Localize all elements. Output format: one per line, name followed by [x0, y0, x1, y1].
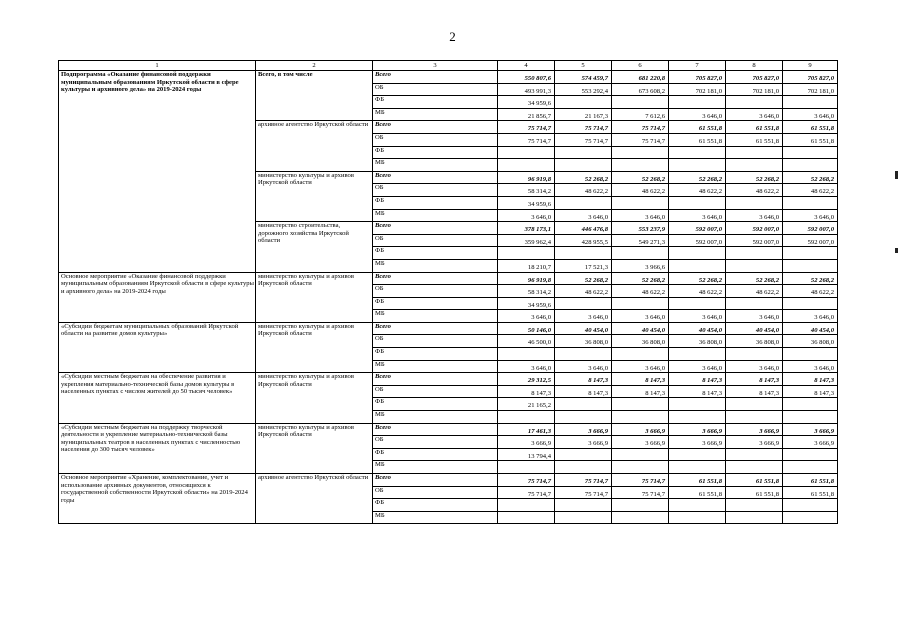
year-value: 52 268,2: [726, 171, 783, 184]
column-header: 6: [612, 61, 669, 71]
year-value: [555, 511, 612, 524]
scan-mark: [895, 248, 898, 253]
year-value: 48 622,2: [726, 285, 783, 298]
year-value: 702 181,0: [669, 83, 726, 96]
year-value: 52 268,2: [783, 272, 838, 285]
table-row: [59, 474, 838, 487]
column-header: 7: [669, 61, 726, 71]
year-value: [726, 461, 783, 474]
year-value: [555, 247, 612, 260]
year-value: [555, 411, 612, 424]
year-value: 3 646,0: [555, 209, 612, 222]
funding-source: ФБ: [373, 247, 498, 260]
year-value: 3 646,0: [783, 108, 838, 121]
year-value: [726, 348, 783, 361]
year-value: 8 147,3: [669, 373, 726, 386]
funding-source: МБ: [373, 461, 498, 474]
year-value: 17 461,3: [498, 423, 555, 436]
year-value: 61 551,8: [783, 486, 838, 499]
funding-source: МБ: [373, 411, 498, 424]
year-value: 75 714,7: [498, 121, 555, 134]
funding-source: Всего: [373, 121, 498, 134]
column-header: 5: [555, 61, 612, 71]
year-value: 493 991,3: [498, 83, 555, 96]
year-value: 3 646,0: [726, 310, 783, 323]
year-value: [669, 96, 726, 109]
year-value: [783, 196, 838, 209]
column-header: 9: [783, 61, 838, 71]
table-row: [59, 373, 838, 386]
funding-source: МБ: [373, 259, 498, 272]
year-value: 3 646,0: [669, 360, 726, 373]
year-value: [498, 146, 555, 159]
year-value: 3 646,0: [498, 310, 555, 323]
year-value: [726, 146, 783, 159]
year-value: 36 808,0: [612, 335, 669, 348]
year-value: 36 808,0: [783, 335, 838, 348]
year-value: [669, 411, 726, 424]
year-value: [783, 297, 838, 310]
column-header: 4: [498, 61, 555, 71]
funding-source: ФБ: [373, 499, 498, 512]
year-value: [783, 247, 838, 260]
year-value: 61 551,8: [669, 121, 726, 134]
year-value: [726, 247, 783, 260]
year-value: [783, 411, 838, 424]
year-value: 8 147,3: [669, 385, 726, 398]
funding-source: МБ: [373, 511, 498, 524]
funding-source: ОБ: [373, 436, 498, 449]
year-value: [783, 96, 838, 109]
year-value: 52 268,2: [612, 272, 669, 285]
year-value: [669, 297, 726, 310]
table-body: [59, 71, 838, 524]
year-value: 3 666,9: [726, 423, 783, 436]
year-value: 48 622,2: [783, 184, 838, 197]
year-value: 574 459,7: [555, 71, 612, 84]
measure-description: Подпрограмма «Оказание финансовой поддержки муниципальным образованиям Иркутской области в сфере культуры и архивного дела» на 2019-2024 годы: [59, 71, 256, 273]
year-value: 705 827,0: [783, 71, 838, 84]
year-value: [612, 96, 669, 109]
year-value: 52 268,2: [669, 272, 726, 285]
funding-source: Всего: [373, 222, 498, 235]
year-value: 3 966,6: [612, 259, 669, 272]
responsible-executor: министерство культуры и архивов Иркутской области: [256, 322, 373, 372]
year-value: [726, 499, 783, 512]
year-value: [612, 411, 669, 424]
year-value: 48 622,2: [555, 184, 612, 197]
year-value: 3 646,0: [555, 310, 612, 323]
year-value: 8 147,3: [783, 385, 838, 398]
year-value: 75 714,7: [555, 474, 612, 487]
year-value: [555, 398, 612, 411]
year-value: 75 714,7: [612, 121, 669, 134]
year-value: [555, 499, 612, 512]
year-value: 3 646,0: [612, 360, 669, 373]
year-value: 61 551,8: [669, 486, 726, 499]
year-value: 40 454,0: [669, 322, 726, 335]
year-value: [612, 499, 669, 512]
year-value: 75 714,7: [612, 133, 669, 146]
year-value: 36 808,0: [726, 335, 783, 348]
responsible-executor: министерство культуры и архивов Иркутской области: [256, 423, 373, 473]
year-value: 3 646,0: [555, 360, 612, 373]
year-value: [669, 511, 726, 524]
year-value: 3 646,0: [726, 209, 783, 222]
responsible-executor: министерство культуры и архивов Иркутской области: [256, 373, 373, 423]
year-value: 75 714,7: [555, 486, 612, 499]
year-value: [555, 159, 612, 172]
year-value: [669, 461, 726, 474]
year-value: [726, 96, 783, 109]
year-value: 550 807,6: [498, 71, 555, 84]
funding-source: ОБ: [373, 335, 498, 348]
column-header: 3: [373, 61, 498, 71]
year-value: [612, 398, 669, 411]
year-value: 75 714,7: [555, 133, 612, 146]
year-value: 673 608,2: [612, 83, 669, 96]
year-value: [726, 259, 783, 272]
year-value: [669, 159, 726, 172]
funding-source: ФБ: [373, 146, 498, 159]
header-row: [59, 61, 838, 71]
year-value: 52 268,2: [612, 171, 669, 184]
year-value: 3 666,9: [555, 436, 612, 449]
responsible-executor: архивное агентство Иркутской области: [256, 474, 373, 524]
year-value: [498, 159, 555, 172]
year-value: 48 622,2: [669, 184, 726, 197]
year-value: [612, 159, 669, 172]
year-value: 34 959,6: [498, 196, 555, 209]
year-value: 36 808,0: [555, 335, 612, 348]
year-value: 428 955,5: [555, 234, 612, 247]
table-row: [59, 71, 838, 84]
year-value: 3 646,0: [726, 360, 783, 373]
year-value: [783, 159, 838, 172]
measure-description: Основное мероприятие «Оказание финансовой поддержки муниципальным образованиям Иркутской области в сфере культуры и архивного дела» на 2019-2024 годы: [59, 272, 256, 322]
year-value: 3 646,0: [669, 108, 726, 121]
year-value: 592 007,0: [783, 222, 838, 235]
year-value: 592 007,0: [669, 234, 726, 247]
year-value: 3 666,9: [726, 436, 783, 449]
measure-description: «Субсидии местным бюджетам на поддержку творческой деятельности и укрепление материально-технической базы муниципальных театров в населенных пунктах с численностью населения до 300 тысяч человек»: [59, 423, 256, 473]
year-value: 592 007,0: [726, 222, 783, 235]
year-value: [612, 247, 669, 260]
funding-source: Всего: [373, 272, 498, 285]
year-value: 75 714,7: [498, 474, 555, 487]
table-row: [59, 322, 838, 335]
year-value: [555, 461, 612, 474]
year-value: 34 959,6: [498, 96, 555, 109]
year-value: 592 007,0: [669, 222, 726, 235]
year-value: [498, 461, 555, 474]
table-row: [59, 272, 838, 285]
year-value: 359 962,4: [498, 234, 555, 247]
year-value: 75 714,7: [612, 474, 669, 487]
year-value: [783, 461, 838, 474]
year-value: 61 551,8: [669, 474, 726, 487]
year-value: 8 147,3: [555, 373, 612, 386]
year-value: 8 147,3: [498, 385, 555, 398]
year-value: 52 268,2: [669, 171, 726, 184]
funding-source: ФБ: [373, 196, 498, 209]
funding-source: МБ: [373, 209, 498, 222]
year-value: 3 666,9: [612, 436, 669, 449]
year-value: [555, 96, 612, 109]
year-value: 61 551,8: [726, 474, 783, 487]
year-value: [612, 511, 669, 524]
year-value: [726, 159, 783, 172]
year-value: [669, 146, 726, 159]
budget-table: [58, 60, 838, 524]
year-value: [555, 348, 612, 361]
year-value: 48 622,2: [783, 285, 838, 298]
year-value: 378 173,1: [498, 222, 555, 235]
year-value: [555, 448, 612, 461]
year-value: 681 220,8: [612, 71, 669, 84]
year-value: 61 551,8: [726, 121, 783, 134]
year-value: 702 181,0: [783, 83, 838, 96]
year-value: 3 666,9: [612, 423, 669, 436]
year-value: 3 666,9: [783, 423, 838, 436]
year-value: 96 919,8: [498, 272, 555, 285]
year-value: 52 268,2: [555, 171, 612, 184]
column-header: 8: [726, 61, 783, 71]
year-value: 29 312,5: [498, 373, 555, 386]
year-value: 61 551,8: [783, 133, 838, 146]
year-value: [612, 461, 669, 474]
funding-source: ФБ: [373, 348, 498, 361]
funding-source: ОБ: [373, 234, 498, 247]
year-value: 40 454,0: [555, 322, 612, 335]
year-value: [726, 411, 783, 424]
funding-source: ОБ: [373, 133, 498, 146]
funding-source: ОБ: [373, 486, 498, 499]
year-value: 48 622,2: [669, 285, 726, 298]
page-number: 2: [449, 29, 456, 44]
responsible-executor: министерство культуры и архивов Иркутской области: [256, 272, 373, 322]
year-value: 61 551,8: [726, 486, 783, 499]
funding-source: ФБ: [373, 398, 498, 411]
year-value: [783, 146, 838, 159]
year-value: 705 827,0: [669, 71, 726, 84]
year-value: 40 454,0: [783, 322, 838, 335]
year-value: [783, 499, 838, 512]
funding-source: МБ: [373, 360, 498, 373]
table-row: [59, 423, 838, 436]
measure-description: «Субсидии бюджетам муниципальных образований Иркутской области на развитие домов культуры»: [59, 322, 256, 372]
year-value: 61 551,8: [669, 133, 726, 146]
responsible-executor: Всего, в том числе: [256, 71, 373, 121]
year-value: 61 551,8: [726, 133, 783, 146]
year-value: 553 292,4: [555, 83, 612, 96]
column-header: 2: [256, 61, 373, 71]
year-value: [783, 511, 838, 524]
year-value: 75 714,7: [498, 133, 555, 146]
year-value: 3 646,0: [783, 310, 838, 323]
year-value: 3 666,9: [669, 436, 726, 449]
year-value: [555, 196, 612, 209]
funding-source: Всего: [373, 474, 498, 487]
funding-source: МБ: [373, 310, 498, 323]
measure-description: Основное мероприятие «Хранение, комплектование, учет и использование архивных документов, относящихся к государственной собственности Иркутской области» на 2019-2024 годы: [59, 474, 256, 524]
year-value: 52 268,2: [555, 272, 612, 285]
funding-source: ФБ: [373, 297, 498, 310]
year-value: 18 210,7: [498, 259, 555, 272]
year-value: 61 551,8: [783, 474, 838, 487]
year-value: [498, 247, 555, 260]
year-value: 3 666,9: [783, 436, 838, 449]
funding-source: ФБ: [373, 96, 498, 109]
year-value: 96 919,8: [498, 171, 555, 184]
year-value: 446 476,8: [555, 222, 612, 235]
year-value: 75 714,7: [498, 486, 555, 499]
year-value: 592 007,0: [726, 234, 783, 247]
year-value: [783, 448, 838, 461]
year-value: 3 666,9: [555, 423, 612, 436]
year-value: [498, 411, 555, 424]
year-value: 8 147,3: [783, 373, 838, 386]
funding-source: Всего: [373, 322, 498, 335]
year-value: [498, 348, 555, 361]
year-value: [612, 448, 669, 461]
year-value: [555, 146, 612, 159]
year-value: [669, 259, 726, 272]
year-value: 702 181,0: [726, 83, 783, 96]
year-value: 3 646,0: [612, 209, 669, 222]
year-value: [669, 348, 726, 361]
year-value: 21 856,7: [498, 108, 555, 121]
responsible-executor: министерство культуры и архивов Иркутской области: [256, 171, 373, 221]
year-value: 8 147,3: [612, 385, 669, 398]
year-value: 21 165,2: [498, 398, 555, 411]
year-value: 3 646,0: [669, 310, 726, 323]
responsible-executor: архивное агентство Иркутской области: [256, 121, 373, 171]
scan-mark: [895, 171, 898, 179]
year-value: 75 714,7: [612, 486, 669, 499]
year-value: [726, 297, 783, 310]
year-value: 61 551,8: [783, 121, 838, 134]
year-value: [498, 511, 555, 524]
year-value: 48 622,2: [555, 285, 612, 298]
year-value: [669, 398, 726, 411]
measure-description: «Субсидии местным бюджетам на обеспечение развития и укрепления материально-технической базы домов культуры в населенных пунктах с числом жителей до 50 тысяч человек»: [59, 373, 256, 423]
year-value: [726, 398, 783, 411]
year-value: 48 622,2: [612, 184, 669, 197]
year-value: 58 314,2: [498, 184, 555, 197]
year-value: [726, 448, 783, 461]
funding-source: МБ: [373, 159, 498, 172]
year-value: [612, 146, 669, 159]
year-value: [783, 259, 838, 272]
funding-source: Всего: [373, 171, 498, 184]
year-value: 48 622,2: [726, 184, 783, 197]
year-value: 3 646,0: [783, 209, 838, 222]
year-value: 17 521,3: [555, 259, 612, 272]
year-value: 40 454,0: [612, 322, 669, 335]
funding-source: ОБ: [373, 285, 498, 298]
year-value: [669, 196, 726, 209]
funding-source: ОБ: [373, 184, 498, 197]
year-value: [783, 348, 838, 361]
year-value: 8 147,3: [726, 385, 783, 398]
year-value: 46 500,0: [498, 335, 555, 348]
year-value: 3 666,9: [669, 423, 726, 436]
year-value: 52 268,2: [726, 272, 783, 285]
year-value: [555, 297, 612, 310]
year-value: 13 794,4: [498, 448, 555, 461]
year-value: 3 646,0: [498, 360, 555, 373]
funding-source: Всего: [373, 71, 498, 84]
year-value: 3 646,0: [669, 209, 726, 222]
year-value: 592 007,0: [783, 234, 838, 247]
year-value: 40 454,0: [726, 322, 783, 335]
year-value: [612, 196, 669, 209]
year-value: [612, 297, 669, 310]
year-value: [783, 398, 838, 411]
year-value: [498, 499, 555, 512]
funding-source: Всего: [373, 423, 498, 436]
year-value: 48 622,2: [612, 285, 669, 298]
column-header: 1: [59, 61, 256, 71]
year-value: 52 268,2: [783, 171, 838, 184]
year-value: 705 827,0: [726, 71, 783, 84]
funding-source: Всего: [373, 373, 498, 386]
responsible-executor: министерство строительства, дорожного хозяйства Иркутской области: [256, 222, 373, 272]
year-value: 7 612,6: [612, 108, 669, 121]
year-value: 34 959,6: [498, 297, 555, 310]
year-value: 36 808,0: [669, 335, 726, 348]
year-value: 3 646,0: [783, 360, 838, 373]
year-value: [669, 448, 726, 461]
year-value: [612, 348, 669, 361]
year-value: 3 646,0: [498, 209, 555, 222]
year-value: 8 147,3: [726, 373, 783, 386]
year-value: [726, 196, 783, 209]
year-value: 50 146,0: [498, 322, 555, 335]
year-value: [726, 511, 783, 524]
year-value: 553 237,9: [612, 222, 669, 235]
year-value: 21 167,3: [555, 108, 612, 121]
year-value: [669, 499, 726, 512]
year-value: 3 646,0: [612, 310, 669, 323]
funding-source: МБ: [373, 108, 498, 121]
year-value: 8 147,3: [612, 373, 669, 386]
year-value: 58 314,2: [498, 285, 555, 298]
funding-source: ФБ: [373, 448, 498, 461]
year-value: 549 271,3: [612, 234, 669, 247]
year-value: 3 666,9: [498, 436, 555, 449]
year-value: [669, 247, 726, 260]
funding-source: ОБ: [373, 83, 498, 96]
year-value: 3 646,0: [726, 108, 783, 121]
funding-source: ОБ: [373, 385, 498, 398]
year-value: 75 714,7: [555, 121, 612, 134]
year-value: 8 147,3: [555, 385, 612, 398]
